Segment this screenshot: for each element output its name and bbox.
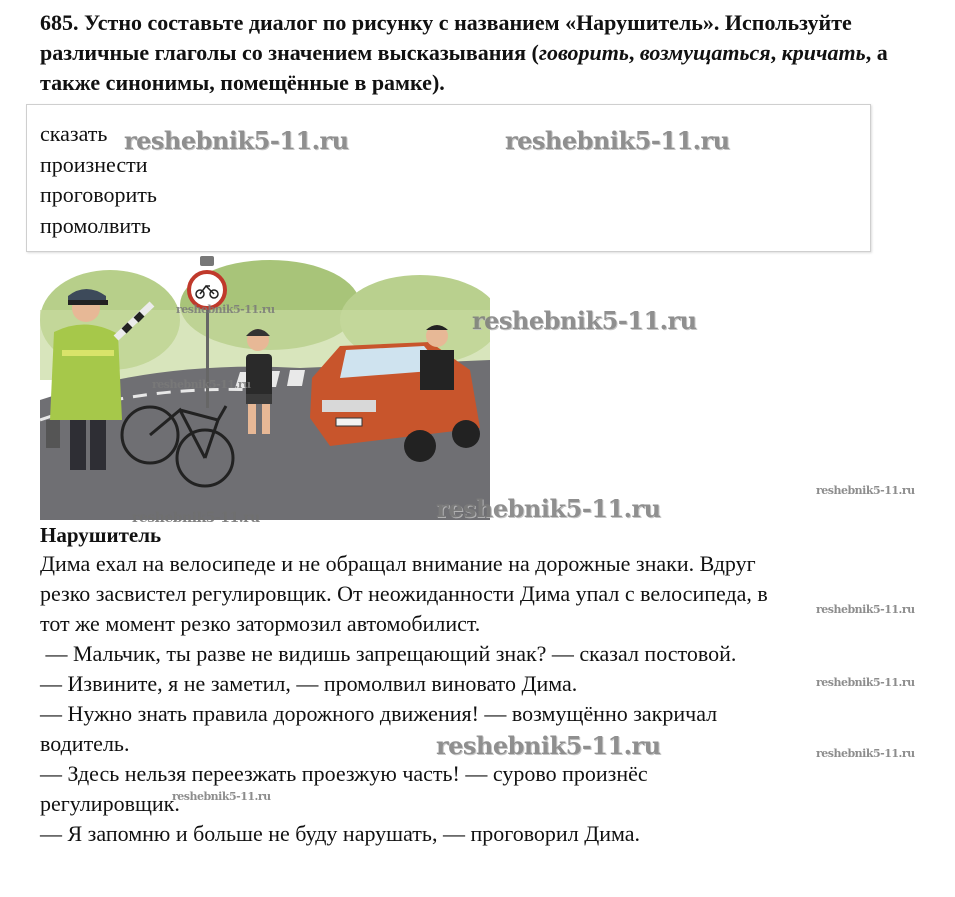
synonym-item: произнести (40, 151, 148, 177)
watermark: reshebnik5-11.ru (152, 378, 251, 391)
watermark: reshebnik5-11.ru (816, 484, 915, 497)
exercise-number: 685. (40, 10, 79, 35)
verb-krichat: кричать (781, 40, 866, 65)
watermark: reshebnik5-11.ru (436, 494, 661, 523)
watermark: reshebnik5-11.ru (816, 676, 915, 689)
task-text-start: Устно составьте диалог по рисунку с названием «Нарушитель». Используйте различные глаголы со значением высказывания ( (40, 10, 852, 65)
story-text (40, 549, 940, 849)
story-line: Дима ехал на велосипеде и не обращал внимание на дорожные знаки. Вдруг (40, 551, 756, 576)
watermark: reshebnik5-11.ru (176, 303, 275, 316)
story-title: Нарушитель (40, 523, 162, 547)
story-line: тот же момент резко затормозил автомобилист. (40, 611, 481, 636)
watermark: reshebnik5-11.ru (816, 603, 915, 616)
verb-separator: , (628, 40, 640, 65)
watermark: reshebnik5-11.ru (436, 731, 661, 760)
watermark: reshebnik5-11.ru (132, 510, 260, 526)
watermark: reshebnik5-11.ru (124, 126, 349, 155)
dialogue-line: — Извините, я не заметил, — промолвил виновато Дима. (40, 671, 578, 696)
dialogue-line: регулировщик. (40, 791, 180, 816)
exercise-task (40, 8, 940, 98)
dialogue-line: — Здесь нельзя переезжать проезжую часть! — сурово произнёс (40, 761, 648, 786)
watermark: reshebnik5-11.ru (505, 126, 730, 155)
synonym-item: сказать (40, 121, 108, 146)
verb-vozmushchatsya: возмущаться (639, 40, 771, 65)
dialogue-line: водитель. (40, 731, 130, 756)
synonym-item: промолвить (40, 212, 151, 238)
watermark: reshebnik5-11.ru (172, 790, 271, 803)
task-text-end: , а также синонимы, помещённые в рамке). (40, 40, 888, 95)
verb-separator: , (770, 40, 782, 65)
dialogue-line: — Я запомню и больше не буду нарушать, — проговорил Дима. (40, 821, 641, 846)
traffic-scene-illustration (40, 250, 490, 520)
watermark: reshebnik5-11.ru (816, 747, 915, 760)
story-line: резко засвистел регулировщик. От неожиданности Дима упал с велосипеда, в (40, 581, 768, 606)
dialogue-line: — Нужно знать правила дорожного движения! — возмущённо закричал (40, 701, 718, 726)
verb-govorit: говорить (538, 40, 629, 65)
watermark: reshebnik5-11.ru (472, 306, 697, 335)
synonym-item: проговорить (40, 182, 157, 207)
dialogue-line: — Мальчик, ты разве не видишь запрещающий знак? — сказал постовой. (40, 641, 737, 666)
